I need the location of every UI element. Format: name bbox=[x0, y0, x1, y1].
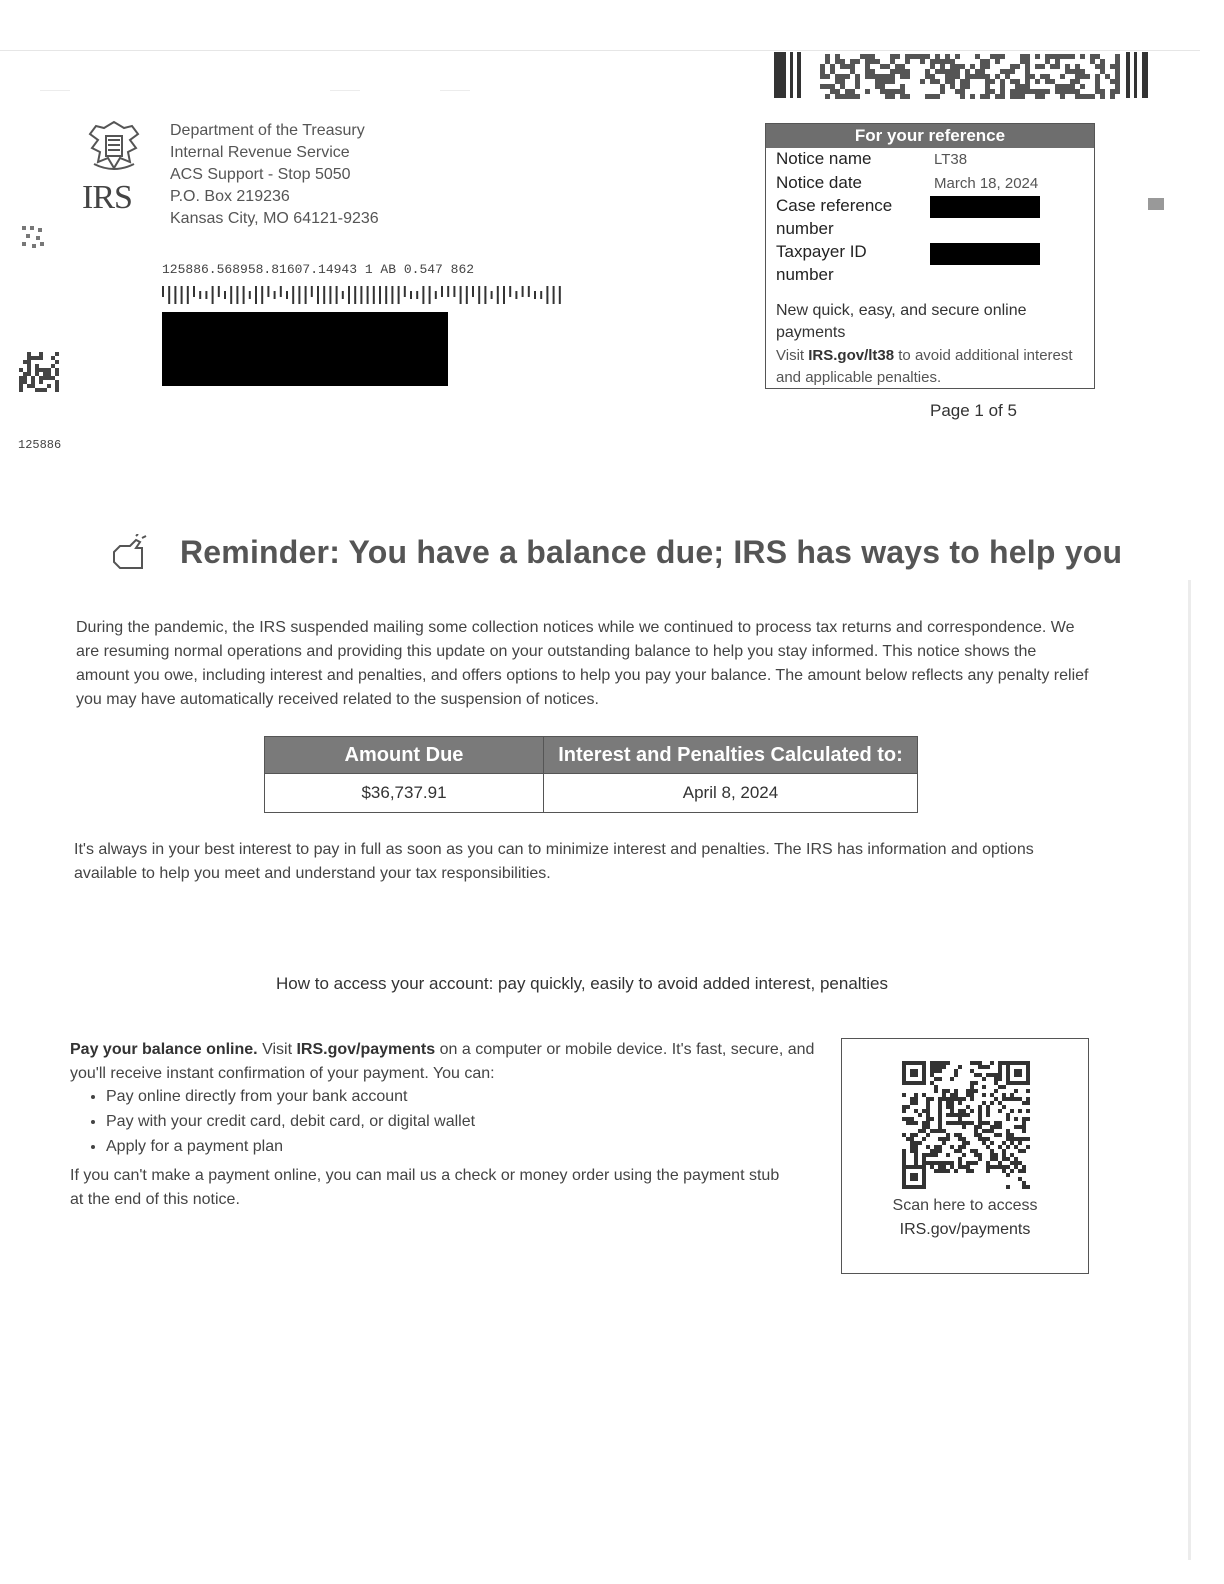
page-number: Page 1 of 5 bbox=[930, 401, 1017, 420]
scan-dash bbox=[40, 90, 70, 91]
pay-online-lead: Pay your balance online. bbox=[70, 1041, 258, 1058]
reference-box bbox=[765, 123, 1095, 389]
amount-due-table bbox=[264, 736, 918, 813]
case-reference-label: Case reference bbox=[776, 196, 893, 215]
lt38-link[interactable]: IRS.gov/lt38 bbox=[808, 347, 895, 364]
return-address bbox=[170, 120, 379, 230]
qr-caption: Scan here to access bbox=[892, 1197, 1038, 1214]
visit-text bbox=[776, 345, 1081, 389]
scan-dash bbox=[330, 90, 360, 91]
intro-paragraph: During the pandemic, the IRS suspended mailing some collection notices while we continued to process tax returns and correspondence. We are resuming normal operations and providing this update on your outstanding balance to help you stay informed. This notice shows the amount you owe, including interest and penalties, and offers options to help you pay your balance. The amount below reflects any penalty relief you may have automatically received related to the suspension of notices. bbox=[76, 619, 1089, 708]
amount-due-header: Amount Due bbox=[265, 737, 544, 774]
access-heading: How to access your account: pay quickly, easily to avoid added interest, penalties bbox=[275, 974, 889, 993]
irs-logo bbox=[82, 118, 146, 216]
taxpayer-id-label: Taxpayer ID bbox=[776, 242, 867, 261]
redacted-taxpayer-id bbox=[930, 243, 1040, 265]
corner-mark-icon bbox=[1148, 198, 1164, 210]
headline: Reminder: You have a balance due; IRS has ways to help you bbox=[180, 534, 1123, 570]
pay-online-rest: on a computer or mobile device. It's fast, secure, and you'll receive instant confirmation of your payment. You can: bbox=[70, 1041, 815, 1082]
notice-name-label: Notice name bbox=[776, 149, 872, 168]
calculated-to-header: Interest and Penalties Calculated to: bbox=[544, 737, 918, 774]
mail-payment-text: If you can't make a payment online, you can mail us a check or money order using the payment stub at the end of this notice. bbox=[70, 1167, 780, 1208]
notice-name-value: LT38 bbox=[934, 151, 968, 168]
address-line: Kansas City, MO 64121-9236 bbox=[170, 210, 379, 227]
visit-suffix: to avoid additional interest and applicable penalties. bbox=[776, 347, 1073, 386]
qr-caption-link: IRS.gov/payments bbox=[899, 1221, 1031, 1238]
pay-online-visit: Visit bbox=[257, 1041, 297, 1058]
case-reference-label-2: number bbox=[776, 219, 834, 238]
notice-date-value: March 18, 2024 bbox=[934, 175, 1039, 192]
address-line: P.O. Box 219236 bbox=[170, 188, 290, 205]
amount-due-value: $36,737.91 bbox=[265, 774, 544, 813]
pay-online-paragraph bbox=[70, 1038, 824, 1086]
irs-logo-text: IRS bbox=[82, 179, 132, 216]
redacted-recipient-address bbox=[162, 312, 448, 386]
best-interest-paragraph: It's always in your best interest to pay in full as soon as you can to minimize interest and penalties. The IRS has information and options available to help you meet and understand your tax responsibilities. bbox=[74, 841, 1034, 882]
online-payments-title: New quick, easy, and secure online payments bbox=[776, 302, 1027, 341]
side-reference-number: 125886 bbox=[18, 438, 62, 452]
mail-code: 125886.568958.81607.14943 1 AB 0.547 862 bbox=[162, 262, 475, 277]
address-line: Department of the Treasury bbox=[170, 122, 365, 139]
barcode-strip-icon bbox=[770, 50, 1156, 100]
reference-box-title: For your reference bbox=[766, 124, 1094, 148]
payments-link[interactable]: IRS.gov/payments bbox=[296, 1041, 436, 1058]
small-2d-barcode-icon bbox=[22, 226, 46, 250]
scan-right-edge bbox=[1188, 580, 1191, 1560]
redacted-case-number bbox=[930, 196, 1040, 218]
scan-dash bbox=[440, 90, 470, 91]
taxpayer-id-label-2: number bbox=[776, 265, 834, 284]
eagle-icon bbox=[82, 118, 146, 174]
payment-options-list bbox=[84, 1084, 475, 1159]
notice-date-label: Notice date bbox=[776, 173, 862, 192]
address-line: ACS Support - Stop 5050 bbox=[170, 166, 351, 183]
postal-barcode-icon bbox=[162, 284, 572, 306]
visit-prefix: Visit bbox=[776, 347, 809, 364]
datamatrix-icon bbox=[19, 352, 61, 392]
qr-code-icon[interactable] bbox=[902, 1061, 1030, 1189]
address-line: Internal Revenue Service bbox=[170, 144, 350, 161]
hand-pointer-icon bbox=[106, 534, 150, 574]
calculated-to-value: April 8, 2024 bbox=[544, 774, 918, 813]
list-item: • Apply for a payment plan bbox=[106, 1134, 475, 1159]
list-item: • Pay with your credit card, debit card, or digital wallet bbox=[106, 1109, 475, 1134]
qr-code-box bbox=[841, 1038, 1089, 1274]
list-item: • Pay online directly from your bank account bbox=[106, 1084, 475, 1109]
